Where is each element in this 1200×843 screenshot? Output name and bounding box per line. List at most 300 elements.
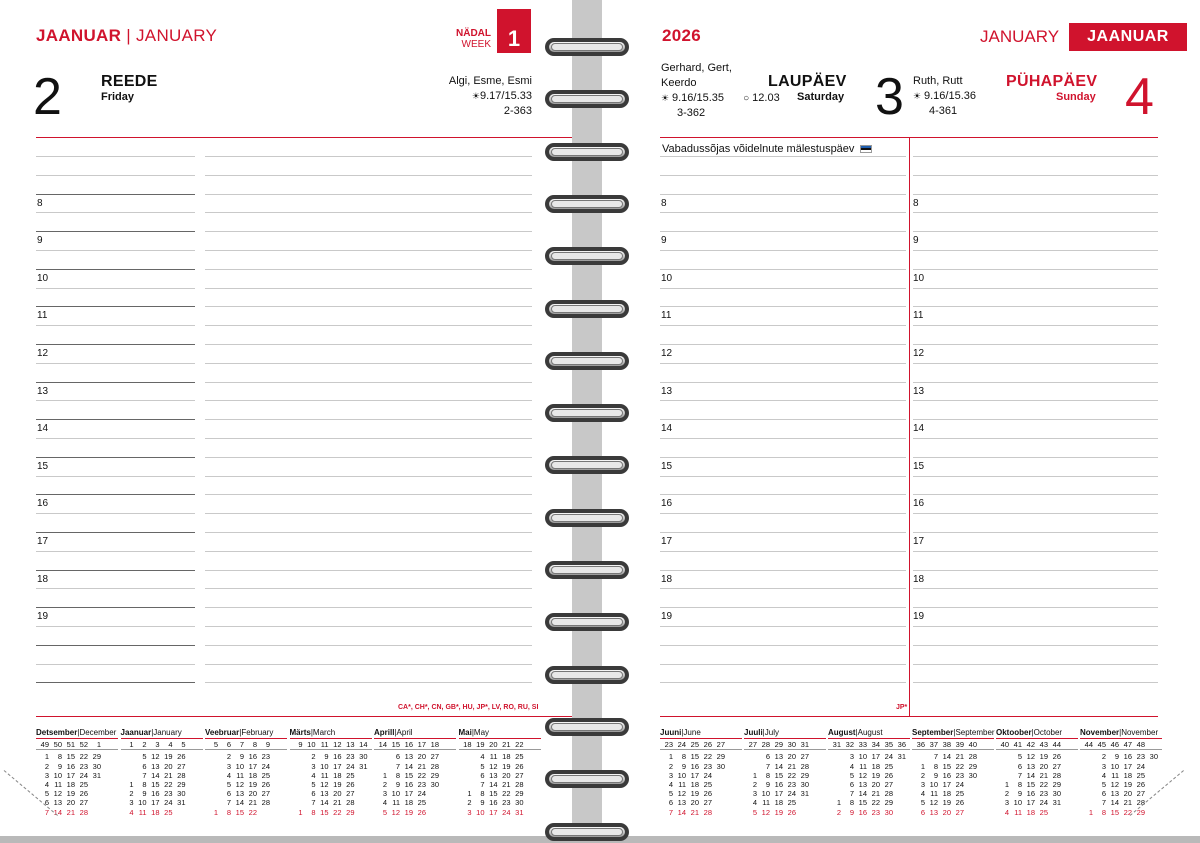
calendar-day: 19: [333, 780, 342, 790]
calendar-day: 5: [920, 798, 925, 808]
calendar-day: 13: [404, 752, 413, 762]
calendar-day: 28: [515, 780, 524, 790]
week-number: 8: [252, 740, 257, 750]
calendar-day: [828, 771, 841, 780]
week-numbers: [996, 740, 1078, 750]
calendar-row: [121, 798, 203, 807]
calendar-day: 26: [1052, 752, 1061, 762]
calendar-day: 4: [752, 798, 757, 808]
calendar-day: 26: [79, 789, 88, 799]
calendar-day: 18: [774, 798, 783, 808]
calendar-day: 26: [955, 798, 964, 808]
rule-line: [660, 363, 906, 364]
calendar-row: [374, 808, 456, 817]
calendar-row: [996, 762, 1078, 771]
month-et: Veebruar: [205, 728, 240, 737]
rule-line: [205, 419, 532, 420]
week-number: 44: [1052, 740, 1061, 750]
calendar-day: [88, 789, 101, 798]
week-number: 10: [307, 740, 316, 750]
calendar-day: 16: [333, 752, 342, 762]
rule-line: [660, 400, 906, 401]
calendar-day: 19: [502, 761, 511, 771]
footer-divider: [36, 716, 572, 717]
month-et: Märts: [289, 728, 311, 737]
calendar-day: 21: [164, 770, 173, 780]
calendar-day: 9: [933, 770, 938, 780]
calendar-row: [828, 752, 910, 761]
week-number: 40: [1000, 740, 1009, 750]
calendar-row: [1080, 771, 1162, 780]
calendar-day: [290, 798, 303, 807]
calendar-day: [964, 808, 977, 817]
week-numbers: [912, 740, 994, 750]
header-divider: [36, 137, 572, 138]
rule-line: [660, 588, 906, 589]
calendar-day: [121, 752, 134, 761]
calendar-row: [744, 798, 826, 807]
calendar-row: [828, 808, 910, 817]
calendar-day: [1145, 771, 1158, 780]
calendar-day: 13: [858, 780, 867, 790]
rule-line: [660, 438, 906, 439]
calendar-day: 8: [57, 752, 62, 762]
calendar-day: 3: [752, 789, 757, 799]
calendar-day: 12: [151, 752, 160, 762]
week-number: 45: [1097, 740, 1106, 750]
rule-line: [36, 513, 195, 514]
calendar-day: 9: [57, 761, 62, 771]
rule-line: [913, 156, 1158, 157]
moon-time: 12.03: [752, 92, 780, 104]
calendar-day: 17: [690, 770, 699, 780]
rule-line: [913, 231, 1158, 232]
day-name: REEDE: [101, 73, 158, 90]
calendar-day: 17: [248, 761, 257, 771]
rule-line: [36, 570, 195, 571]
calendar-day: 9: [142, 789, 147, 799]
calendar-day: 5: [849, 770, 854, 780]
calendar-day: 25: [417, 798, 426, 808]
calendar-day: 2: [752, 780, 757, 790]
hour-label: 19: [37, 611, 49, 623]
calendar-day: 27: [177, 761, 186, 771]
rule-line: [660, 194, 906, 195]
calendar-day: 8: [311, 807, 316, 817]
month-en: June: [683, 728, 701, 737]
rule-line: [36, 344, 195, 345]
calendar-day: 20: [66, 798, 75, 808]
calendar-day: 4: [480, 752, 485, 762]
mini-calendar-july: [744, 728, 826, 817]
calendar-row: [912, 808, 994, 817]
calendar-day: 9: [765, 780, 770, 790]
week-numbers: [290, 740, 372, 750]
calendar-row: [912, 762, 994, 771]
calendar-day: 7: [395, 761, 400, 771]
month-et: September: [912, 728, 954, 737]
hour-label: 14: [37, 423, 49, 435]
sun-info: [913, 74, 976, 119]
calendar-row: [290, 752, 372, 761]
rule-line: [660, 306, 906, 307]
separator: |: [681, 728, 684, 737]
rule-line: [660, 231, 906, 232]
calendar-day: 21: [66, 807, 75, 817]
calendar-day: 14: [151, 770, 160, 780]
calendar-day: 12: [235, 780, 244, 790]
calendar-day: 20: [502, 770, 511, 780]
calendar-day: [1080, 798, 1093, 807]
rule-line: [36, 476, 195, 477]
week-number: 48: [1136, 740, 1145, 750]
calendar-row: [374, 780, 456, 789]
calendar-day: 19: [690, 789, 699, 799]
calendar-day: [828, 752, 841, 761]
calendar-day: 14: [320, 798, 329, 808]
calendar-day: 11: [138, 807, 147, 817]
calendar-row: [121, 780, 203, 789]
week-number: 14: [378, 740, 387, 750]
rule-line: [660, 156, 906, 157]
calendar-row: [996, 752, 1078, 761]
week-number: 9: [298, 740, 303, 750]
hour-label: 8: [913, 197, 919, 209]
calendar-day: 20: [248, 789, 257, 799]
calendar-day: 30: [800, 780, 809, 790]
spiral-ring: [545, 666, 629, 686]
rule-line: [913, 382, 1158, 383]
calendar-day: 13: [235, 789, 244, 799]
calendar-day: 19: [1123, 780, 1132, 790]
calendar-day: [205, 780, 218, 789]
month-et: Aprill: [374, 728, 395, 737]
calendar-day: 18: [871, 761, 880, 771]
calendar-day: 14: [858, 789, 867, 799]
week-number: 5: [213, 740, 218, 750]
rule-line: [36, 231, 195, 232]
calendar-day: [796, 798, 809, 807]
week-number-badge: 1: [497, 9, 531, 53]
calendar-row: [459, 762, 541, 771]
calendar-day: [893, 762, 906, 771]
rule-line: [205, 175, 532, 176]
week-numbers: [459, 740, 541, 750]
calendar-day: 15: [235, 807, 244, 817]
calendar-day: 17: [66, 770, 75, 780]
calendar-day: 23: [417, 780, 426, 790]
rule-line: [36, 325, 195, 326]
calendar-day: 31: [897, 752, 906, 762]
rule-line: [660, 288, 906, 289]
calendar-day: [712, 808, 725, 817]
week-number: 6: [226, 740, 231, 750]
right-page: [602, 0, 1200, 836]
rule-line: [660, 626, 906, 627]
sun-icon: ☀: [661, 93, 670, 103]
mini-calendar-june: [660, 728, 742, 817]
hour-label: 18: [661, 573, 673, 585]
rule-line: [913, 400, 1158, 401]
calendar-day: 16: [1026, 789, 1035, 799]
calendar-day: 7: [1101, 798, 1106, 808]
calendar-day: 1: [836, 798, 841, 808]
mini-calendar-may: [459, 728, 541, 817]
calendar-day: 3: [467, 807, 472, 817]
mini-calendar-title: [1080, 728, 1162, 739]
week-number: 11: [320, 740, 329, 750]
calendar-day: 14: [774, 761, 783, 771]
rule-line: [36, 400, 195, 401]
week-number: 34: [871, 740, 880, 750]
rule-line: [36, 645, 195, 646]
rule-line: [913, 664, 1158, 665]
calendar-day: 22: [871, 798, 880, 808]
calendar-day: 6: [395, 752, 400, 762]
calendar-row: [36, 789, 118, 798]
spiral-ring: [545, 38, 629, 58]
holiday-note: [662, 143, 872, 155]
calendar-day: 2: [1004, 789, 1009, 799]
hour-label: 12: [661, 348, 673, 359]
week-numbers: [374, 740, 456, 750]
calendar-day: [173, 808, 186, 817]
calendar-row: [1080, 762, 1162, 771]
calendar-day: 1: [382, 770, 387, 780]
separator: |: [394, 728, 397, 737]
week-label: [447, 28, 491, 50]
calendar-day: 10: [138, 798, 147, 808]
calendar-row: [36, 762, 118, 771]
calendar-day: [374, 752, 387, 761]
calendar-day: [964, 789, 977, 798]
calendar-day: 4: [668, 780, 673, 790]
rule-line: [913, 175, 1158, 176]
calendar-day: [712, 780, 725, 789]
calendar-row: [660, 762, 742, 771]
rule-line: [205, 156, 532, 157]
ring-inner: [551, 200, 623, 208]
calendar-day: 28: [968, 752, 977, 762]
week-number: 13: [346, 740, 355, 750]
week-number: 42: [1026, 740, 1035, 750]
calendar-day: [459, 780, 472, 789]
hour-label: 19: [661, 611, 673, 623]
hour-label: 16: [913, 498, 925, 510]
calendar-row: [912, 780, 994, 789]
rule-line: [660, 570, 906, 571]
hour-label: 11: [913, 310, 924, 322]
week-number: 27: [748, 740, 757, 750]
rule-line: [913, 457, 1158, 458]
calendar-row: [660, 798, 742, 807]
calendar-day: 15: [320, 807, 329, 817]
week-label-et: NÄDAL: [456, 28, 491, 39]
calendar-day: 29: [430, 770, 439, 780]
separator: |: [126, 26, 131, 45]
calendar-row: [828, 771, 910, 780]
week-number: 51: [66, 740, 75, 750]
ring-inner: [551, 514, 623, 522]
spiral-ring: [545, 456, 629, 476]
calendar-row: [290, 762, 372, 771]
calendar-day: 5: [1017, 752, 1022, 762]
ring-inner: [551, 461, 623, 469]
calendar-day: 13: [320, 789, 329, 799]
calendar-day: 11: [489, 752, 498, 762]
separator: |: [855, 728, 858, 737]
rule-line: [660, 269, 906, 270]
calendar-day: 31: [359, 761, 368, 771]
calendar-day: 19: [66, 789, 75, 799]
calendar-row: [996, 808, 1078, 817]
month-et: Oktoober: [996, 728, 1032, 737]
calendar-day: 4: [1101, 770, 1106, 780]
calendar-row: [290, 771, 372, 780]
spiral-ring: [545, 613, 629, 633]
calendar-day: 12: [391, 807, 400, 817]
week-number: 15: [391, 740, 400, 750]
rule-line: [660, 494, 906, 495]
rule-line: [913, 325, 1158, 326]
calendar-day: 3: [920, 780, 925, 790]
calendar-day: [893, 771, 906, 780]
calendar-row: [996, 789, 1078, 798]
calendar-row: [744, 762, 826, 771]
calendar-day: 6: [668, 798, 673, 808]
calendar-day: 6: [1101, 789, 1106, 799]
spiral-ring: [545, 352, 629, 372]
week-number: 3: [155, 740, 160, 750]
week-number: 46: [1110, 740, 1119, 750]
calendar-day: 17: [333, 761, 342, 771]
calendar-day: 18: [248, 770, 257, 780]
calendar-day: 29: [716, 752, 725, 762]
mini-calendar-february: [205, 728, 287, 817]
calendar-day: 14: [1026, 770, 1035, 780]
calendar-day: 24: [787, 789, 796, 799]
calendar-day: 8: [681, 752, 686, 762]
calendar-day: 20: [333, 789, 342, 799]
rule-line: [205, 494, 532, 495]
sat-sun-times: 9.16/15.35: [672, 92, 724, 104]
calendar-day: 31: [1052, 798, 1061, 808]
calendar-day: 11: [1111, 770, 1119, 780]
calendar-day: 16: [489, 798, 498, 808]
mini-calendar-title: [660, 728, 742, 739]
rule-line: [205, 269, 532, 270]
ring-inner: [551, 409, 623, 417]
calendar-day: 21: [333, 798, 342, 808]
calendar-day: 8: [849, 798, 854, 808]
calendar-day: 22: [417, 770, 426, 780]
calendar-day: 1: [467, 789, 472, 799]
calendar-day: 29: [177, 780, 186, 790]
calendar-day: 10: [858, 752, 867, 762]
calendar-day: 10: [235, 761, 244, 771]
day-name-en: Friday: [101, 91, 135, 103]
calendar-day: 18: [333, 770, 342, 780]
calendar-day: 12: [1026, 752, 1035, 762]
month-et: November: [1080, 728, 1120, 737]
calendar-day: 15: [1026, 780, 1035, 790]
calendar-day: [828, 780, 841, 789]
calendar-day: [290, 780, 303, 789]
calendar-day: 6: [849, 780, 854, 790]
week-number: 18: [463, 740, 472, 750]
calendar-day: 24: [955, 780, 964, 790]
rule-line: [913, 306, 1158, 307]
week-number: 43: [1039, 740, 1048, 750]
calendar-row: [459, 789, 541, 798]
calendar-day: 5: [44, 789, 49, 799]
separator: |: [239, 728, 242, 737]
sun-icon: ☀: [471, 91, 480, 101]
calendar-day: 27: [346, 789, 355, 799]
calendar-day: [426, 798, 439, 807]
week-number: 52: [79, 740, 88, 750]
calendar-day: 22: [1039, 780, 1048, 790]
calendar-day: 2: [467, 798, 472, 808]
calendar-row: [660, 808, 742, 817]
calendar-day: 13: [929, 807, 938, 817]
day-of-year: 2-363: [503, 105, 532, 117]
calendar-day: [744, 752, 757, 761]
calendar-day: [744, 762, 757, 771]
calendar-day: 27: [884, 780, 893, 790]
month-header: [36, 26, 217, 46]
calendar-day: 10: [761, 789, 770, 799]
rule-line: [660, 645, 906, 646]
calendar-day: 24: [346, 761, 355, 771]
calendar-day: [893, 789, 906, 798]
week-number: 37: [929, 740, 938, 750]
calendar-day: 23: [261, 752, 270, 762]
hour-label: 14: [913, 423, 925, 435]
calendar-day: 3: [1004, 798, 1009, 808]
sun-day-of-year: 4-361: [929, 105, 958, 117]
rule-line: [205, 363, 532, 364]
calendar-day: [355, 808, 368, 817]
calendar-day: 18: [1123, 770, 1132, 780]
calendar-row: [459, 752, 541, 761]
calendar-day: 2: [668, 761, 673, 771]
calendar-day: 17: [774, 789, 783, 799]
calendar-row: [205, 798, 287, 807]
calendar-day: [205, 771, 218, 780]
calendar-day: [964, 780, 977, 789]
calendar-day: 8: [933, 761, 938, 771]
calendar-row: [459, 780, 541, 789]
calendar-day: 25: [884, 761, 893, 771]
rule-line: [205, 382, 532, 383]
rule-line: [913, 288, 1158, 289]
rule-line: [913, 570, 1158, 571]
rule-line: [913, 344, 1158, 345]
calendar-day: 28: [177, 770, 186, 780]
calendar-day: 23: [1039, 789, 1048, 799]
calendar-day: 9: [849, 807, 854, 817]
calendar-day: 30: [92, 761, 101, 771]
calendar-day: 10: [677, 770, 686, 780]
calendar-day: 18: [1026, 807, 1035, 817]
calendar-day: 1: [298, 807, 303, 817]
rule-line: [660, 175, 906, 176]
calendar-row: [36, 752, 118, 761]
calendar-day: 26: [346, 780, 355, 790]
calendar-row: [374, 771, 456, 780]
rule-line: [913, 476, 1158, 477]
